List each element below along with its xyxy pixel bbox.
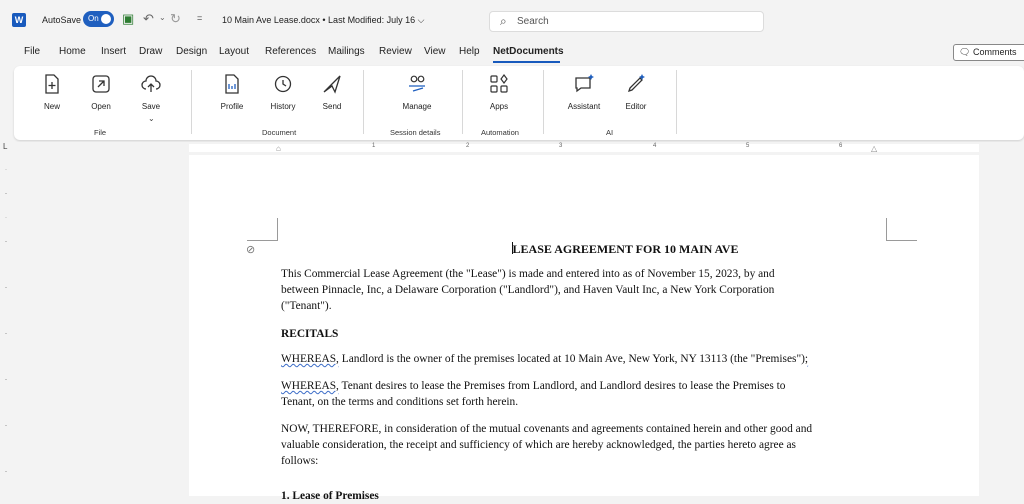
now-line: follows: <box>281 455 319 467</box>
ruler-number: 2 <box>466 143 470 149</box>
save-label: Save <box>141 102 161 111</box>
send-button[interactable] <box>310 72 354 111</box>
new-document-icon <box>40 72 64 96</box>
autosave-toggle[interactable] <box>83 11 114 27</box>
comments-button[interactable] <box>953 44 1024 61</box>
search-box[interactable] <box>489 11 764 32</box>
profile-button[interactable] <box>210 72 254 111</box>
comments-label: Comments <box>972 47 1017 57</box>
group-session-details-label: Session details <box>390 128 441 137</box>
autosave-label: AutoSave <box>42 15 82 25</box>
now-line: NOW, THEREFORE, in consideration of the mutual covenants and agreements contained herein and other good and <box>281 423 813 435</box>
ruler-number: 3 <box>559 143 563 149</box>
group-automation-label: Automation <box>481 128 519 137</box>
group-divider <box>676 70 677 134</box>
vruler-tick: - <box>5 239 7 245</box>
tab-references[interactable]: References <box>265 46 317 57</box>
vruler-tick: - <box>5 423 7 429</box>
assistant-label: Assistant <box>567 102 601 111</box>
new-button[interactable] <box>30 72 74 111</box>
tab-mailings[interactable]: Mailings <box>328 46 365 57</box>
tab-insert[interactable]: Insert <box>101 46 127 57</box>
profile-icon <box>220 72 244 96</box>
group-ai-label: AI <box>606 128 614 137</box>
history-label: History <box>270 102 296 111</box>
save-status-icon[interactable]: ▣ <box>122 11 135 26</box>
intro-line: This Commercial Lease Agreement (the "Lease") is made and entered into as of November 15, 2023, by and <box>281 268 775 280</box>
group-file-label: File <box>94 128 107 137</box>
ruler-measure-area <box>189 144 979 152</box>
apps-button[interactable] <box>477 72 521 111</box>
whereas-word: WHEREAS, <box>281 353 339 365</box>
group-document-label: Document <box>262 128 297 137</box>
tab-help[interactable]: Help <box>459 46 480 57</box>
intro-line: between Pinnacle, Inc, a Delaware Corporation ("Landlord"), and Haven Vault Inc, a New York Corporation <box>281 284 775 296</box>
vruler-tick: - <box>5 285 7 291</box>
editor-pen-icon <box>624 72 648 96</box>
whereas-text: Landlord is the owner of the premises located at 10 Main Ave, New York, NY 13113 (the "Premises") <box>338 353 805 365</box>
recitals-heading[interactable]: RECITALS <box>281 328 339 340</box>
tab-layout[interactable]: Layout <box>219 46 250 57</box>
customize-toolbar-icon[interactable]: = <box>197 13 203 23</box>
vruler-tick: - <box>5 191 7 197</box>
search-icon: ⌕ <box>500 14 507 28</box>
ruler-number: 6 <box>839 143 843 149</box>
word-app-icon[interactable]: W <box>12 13 26 27</box>
open-button[interactable] <box>79 72 123 111</box>
now-therefore-paragraph[interactable] <box>281 421 891 469</box>
editor-label: Editor <box>625 102 647 111</box>
margin-corner-mark <box>247 218 278 241</box>
tab-netdocuments[interactable]: NetDocuments <box>493 46 564 57</box>
section-1-heading[interactable]: 1. Lease of Premises <box>281 490 379 502</box>
document-title[interactable]: 10 Main Ave Lease.docx • Last Modified: July 16 ⌵ <box>222 15 425 25</box>
right-indent-marker-icon[interactable]: △ <box>871 144 878 153</box>
tab-stop-selector-icon[interactable]: L <box>3 142 8 151</box>
apps-grid-icon <box>487 72 511 96</box>
left-indent-marker-icon[interactable]: ⌂ <box>276 144 281 153</box>
profile-label: Profile <box>220 102 244 111</box>
autosave-state: On <box>88 14 99 23</box>
tab-design[interactable]: Design <box>176 46 208 57</box>
lease-title: LEASE AGREEMENT FOR 10 MAIN AVE <box>512 242 739 256</box>
vruler-tick: · <box>5 167 7 173</box>
history-button[interactable] <box>261 72 305 111</box>
group-divider <box>191 70 192 134</box>
comment-icon: 🗨 <box>959 47 971 57</box>
redo-icon[interactable]: ↻ <box>170 11 181 26</box>
vruler-tick: · <box>5 215 7 221</box>
manage-button[interactable] <box>395 72 439 111</box>
tab-home[interactable]: Home <box>59 46 86 57</box>
whereas-text: Tenant desires to lease the Premises from Landlord, and Landlord desires to lease the Premises to <box>338 380 786 392</box>
apps-label: Apps <box>489 102 509 111</box>
now-line: valuable consideration, the receipt and sufficiency of which are hereby acknowledged, the parties hereto agree as <box>281 439 796 451</box>
group-divider <box>363 70 364 134</box>
open-label: Open <box>91 102 111 111</box>
whereas-paragraph-1[interactable] <box>281 351 891 367</box>
document-title-heading[interactable] <box>400 241 850 257</box>
group-divider <box>543 70 544 134</box>
ruler-number: 1 <box>372 143 376 149</box>
send-label: Send <box>322 102 342 111</box>
intro-paragraph[interactable] <box>281 266 891 314</box>
history-icon <box>271 72 295 96</box>
whereas-paragraph-2[interactable] <box>281 378 891 410</box>
toggle-knob <box>101 14 111 24</box>
tab-draw[interactable]: Draw <box>139 46 163 57</box>
intro-line: ("Tenant"). <box>281 300 332 312</box>
vruler-tick: - <box>5 331 7 337</box>
vruler-tick: - <box>5 469 7 475</box>
vertical-ruler <box>0 155 14 496</box>
cloud-upload-icon <box>139 72 163 96</box>
active-tab-indicator <box>493 61 560 63</box>
whereas-text: Tenant, on the terms and conditions set forth herein. <box>281 396 519 408</box>
whereas-end: ; <box>804 353 809 365</box>
manage-users-icon <box>405 72 429 96</box>
save-button[interactable] <box>129 72 173 111</box>
tab-file[interactable]: File <box>24 46 41 57</box>
save-dropdown-icon[interactable]: ⌄ <box>148 114 155 123</box>
vruler-tick: - <box>5 377 7 383</box>
manage-label: Manage <box>402 102 432 111</box>
ruler-number: 4 <box>653 143 657 149</box>
tab-view[interactable]: View <box>424 46 446 57</box>
undo-dropdown-icon[interactable]: ⌄ <box>159 13 166 22</box>
whereas-word: WHEREAS, <box>281 380 339 392</box>
group-divider <box>462 70 463 134</box>
margin-corner-mark <box>886 218 917 241</box>
tab-review[interactable]: Review <box>379 46 412 57</box>
editor-button[interactable] <box>614 72 658 111</box>
search-placeholder: Search <box>517 16 549 27</box>
paragraph-edit-icon[interactable]: ⊘ <box>246 244 256 256</box>
open-icon <box>89 72 113 96</box>
new-label: New <box>43 102 60 111</box>
send-icon <box>320 72 344 96</box>
assistant-button[interactable] <box>562 72 606 111</box>
ruler-number: 5 <box>746 143 750 149</box>
vertical-scrollbar[interactable] <box>1012 155 1024 496</box>
title-bar <box>0 0 1024 40</box>
assistant-chat-icon <box>572 72 596 96</box>
undo-icon[interactable]: ↶ <box>143 11 154 26</box>
